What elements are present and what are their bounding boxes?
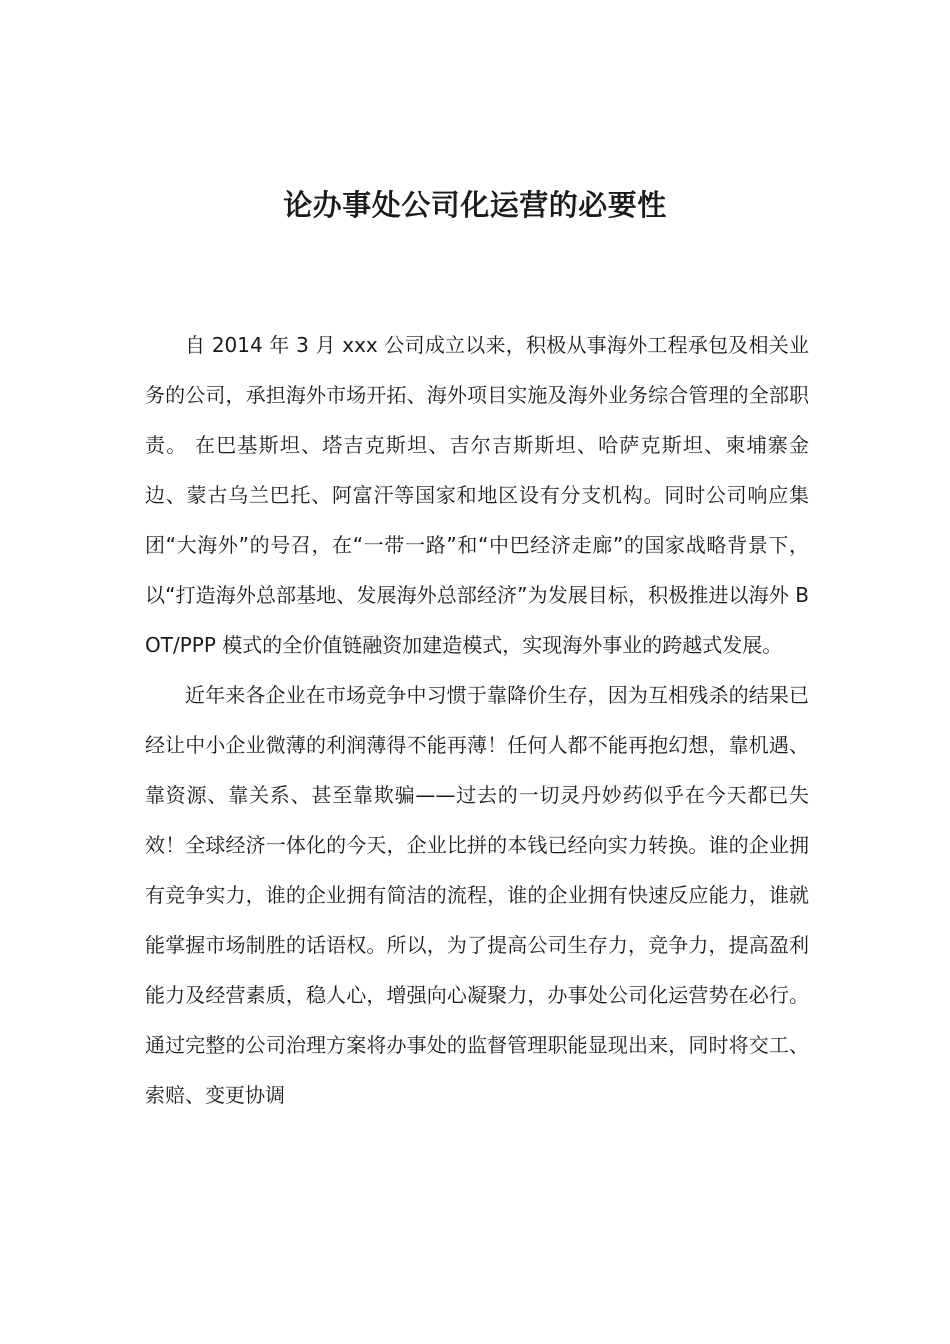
body-paragraph: 近年来各企业在市场竞争中习惯于靠降价生存，因为互相残杀的结果已经让中小企业微薄的利润薄得不能再薄！任何人都不能再抱幻想，靠机遇、靠资源、靠关系、甚至靠欺骗——过去的一切灵丹妙药似乎在今天都已失效！全球经济一体化的今天，企业比拼的本钱已经向实力转换。谁的企业拥有竞争实力，谁的企业拥有简洁的流程，谁的企业拥有快速反应能力，谁就能掌握市场制胜的话语权。所以，为了提高公司生存力，竞争力，提高盈利能力及经营素质，稳人心，增强向心凝聚力，办事处公司化运营势在必行。通过完整的公司治理方案将办事处的监督管理职能显现出来，同时将交工、索赔、变更协调 [145,683,809,1107]
body-paragraph: 自 2014 年 3 月 xxx 公司成立以来，积极从事海外工程承包及相关业务的公司，承担海外市场开拓、海外项目实施及海外业务综合管理的全部职责。 在巴基斯坦、塔吉克斯坦、吉尔吉斯斯坦、哈萨克斯坦、柬埔寨金边、蒙古乌兰巴托、阿富汗等国家和地区设有分支机构。同时公司响应集团“大海外”的号召，在“一带一路”和“中巴经济走廊”的国家战略背景下，以“打造海外总部基地、发展海外总部经济”为发展目标，积极推进以海外 BOT/PPP 模式的全价值链融资加建造模式，实现海外事业的跨越式发展。 [145,333,809,657]
document-title: 论办事处公司化运营的必要性 [283,188,667,222]
document-body [145,320,809,1120]
